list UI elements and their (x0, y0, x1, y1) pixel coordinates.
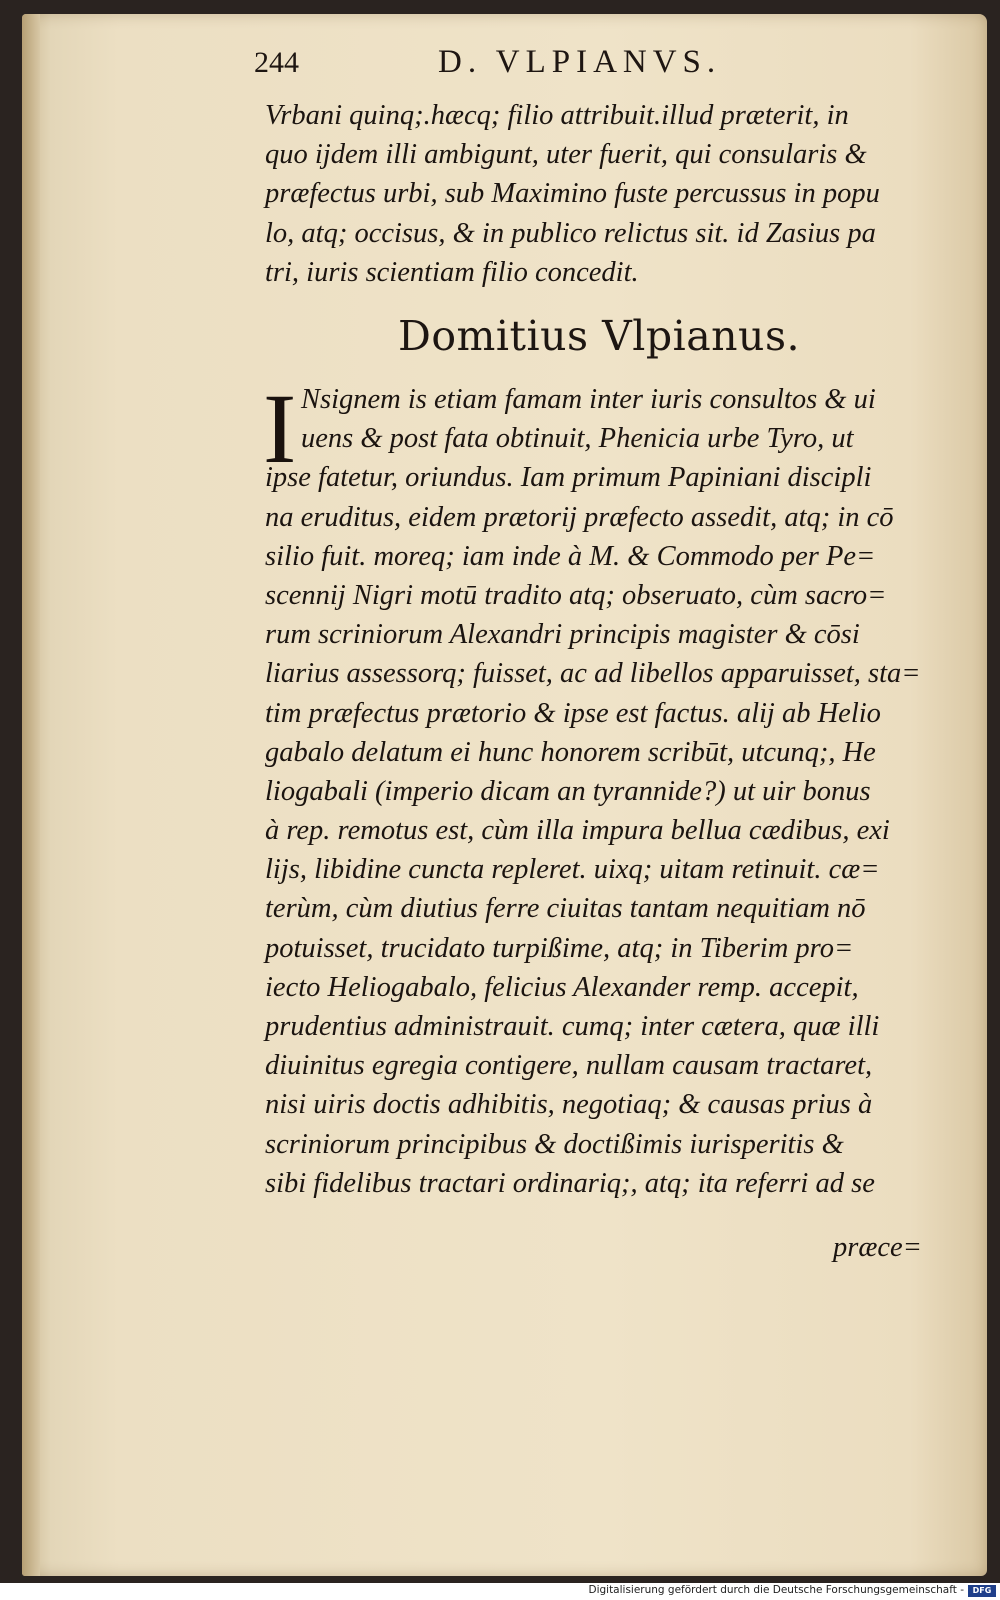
catchword: præce= (833, 1232, 922, 1263)
text-line: scennij Nigri motū tradito atq; obseruato, cùm sacro= (265, 579, 887, 611)
text-line: quo ijdem illi ambigunt, uter fuerit, qui consularis & (265, 139, 867, 171)
text-line: silio fuit. moreq; iam inde à M. & Commodo per Pe= (265, 540, 876, 572)
page-gutter (22, 14, 40, 1576)
text-line: na eruditus, eidem prætorij præfecto assedit, atq; in cō (265, 501, 894, 533)
funding-credit: Digitalisierung gefördert durch die Deutsche Forschungsgemeinschaft - (588, 1584, 964, 1596)
text-line: scriniorum principibus & doctißimis iurisperitis & (265, 1128, 844, 1160)
text-line: à rep. remotus est, cùm illa impura bellua cædibus, exi (265, 815, 890, 847)
text-line: prudentius administrauit. cumq; inter cætera, quæ illi (265, 1011, 880, 1042)
text-line: tri, iuris scientiam filio concedit. (265, 256, 639, 288)
text-line: liogabali (imperio dicam an tyrannide?) ut uir bonus (265, 775, 871, 807)
drop-capital: I (263, 373, 297, 484)
text-line: liarius assessorq; fuisset, ac ad libellos apparuisset, sta= (265, 658, 921, 690)
text-line: rum scriniorum Alexandri principis magister & cōsi (265, 619, 860, 651)
text-line: præfectus urbi, sub Maximino fuste percussus in popu (265, 178, 880, 210)
text-line: nisi uiris doctis adhibitis, negotiaq; & causas prius à (265, 1089, 873, 1121)
text-line: Vrbani quinq;.hæcq; filio attribuit.illud præterit, in (265, 100, 849, 131)
text-line: tim præfectus prætorio & ipse est factus. alij ab Helio (265, 697, 881, 729)
text-line: lijs, libidine cuncta repleret. uixq; uitam retinuit. cæ= (265, 854, 880, 886)
body-paragraph (263, 373, 955, 1203)
text-line: sibi fidelibus tractari ordinariq;, atq; ita referri ad se (265, 1167, 875, 1199)
text-line: diuinitus egregia contigere, nullam causam tractaret, (265, 1050, 873, 1082)
text-line: uens & post fata obtinuit, Phenicia urbe Tyro, ut (301, 423, 854, 455)
footer-bar (0, 1583, 1000, 1600)
page-number: 244 (254, 46, 299, 79)
text-line: Nsignem is etiam famam inter iuris consultos & ui (301, 384, 876, 415)
section-heading: Domitius Vlpianus. (398, 312, 801, 360)
text-line: ipse fatetur, oriundus. Iam primum Papiniani discipli (265, 462, 872, 494)
text-line: lo, atq; occisus, & in publico relictus sit. id Zasius pa (265, 217, 876, 249)
text-line: terùm, cùm diutius ferre ciuitas tantam nequitiam nō (265, 893, 866, 925)
intro-paragraph (265, 96, 945, 292)
dfg-logo: DFG (968, 1585, 996, 1597)
text-line: iecto Heliogabalo, felicius Alexander remp. accepit, (265, 971, 859, 1003)
running-title: D. VLPIANVS. (438, 44, 722, 80)
page-header (246, 40, 946, 90)
text-line: potuisset, trucidato turpißime, atq; in Tiberim pro= (265, 932, 854, 964)
text-line: gabalo delatum ei hunc honorem scribūt, utcunq;, He (265, 736, 876, 768)
